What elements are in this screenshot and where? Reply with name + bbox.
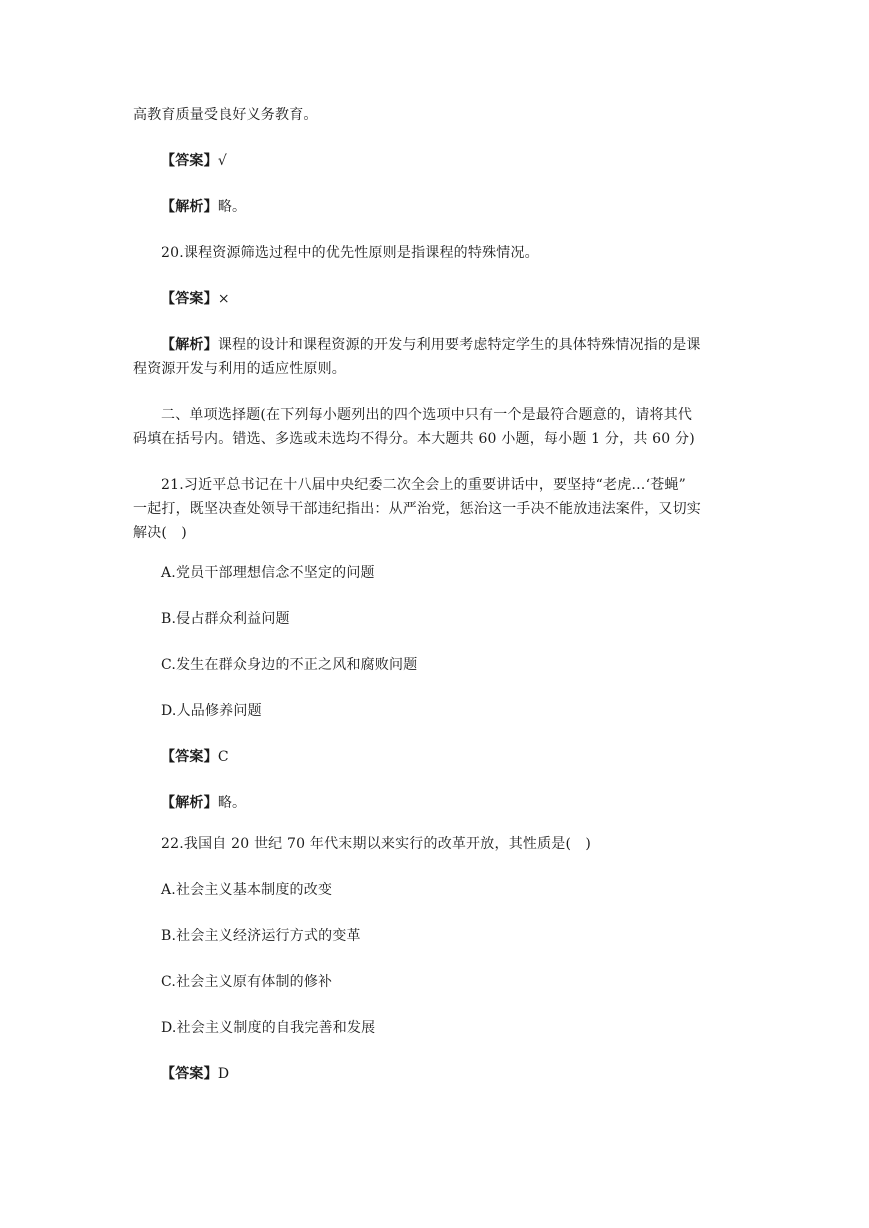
option-b: B.侵占群众利益问题 — [161, 611, 290, 627]
analysis-text: 略。 — [217, 795, 247, 811]
analysis-text: 课程的设计和课程资源的开发与利用要考虑特定学生的具体特殊情况指的是课 — [217, 337, 701, 353]
analysis-text-continuation: 程资源开发与利用的适应性原则。 — [133, 361, 346, 377]
option-c: C.发生在群众身边的不正之风和腐败问题 — [161, 657, 418, 673]
question-20: 20.课程资源筛选过程中的优先性原则是指课程的特殊情况。 — [161, 245, 539, 261]
option-d: D.人品修养问题 — [161, 703, 262, 719]
answer-label: 【答案】 — [161, 1066, 218, 1082]
answer-line — [161, 1062, 229, 1086]
option-a: A.社会主义基本制度的改变 — [161, 882, 333, 898]
answer-label: 【答案】 — [161, 291, 218, 307]
answer-line — [161, 149, 227, 173]
answer-value: √ — [217, 153, 227, 169]
analysis-line — [161, 333, 701, 357]
section-heading: 二、单项选择题(在下列每小题列出的四个选项中只有一个是最符合题意的，请将其代 — [161, 407, 693, 423]
section-heading-continuation: 码填在括号内。错选、多选或未选均不得分。本大题共 60 小题，每小题 1 分，共 60 分) — [133, 431, 695, 447]
paragraph-continuation: 高教育质量受良好义务教育。 — [133, 107, 318, 123]
answer-line — [161, 745, 229, 769]
analysis-text: 略。 — [217, 199, 247, 215]
question-22: 22.我国自 20 世纪 70 年代末期以来实行的改革开放，其性质是( ) — [161, 836, 592, 852]
answer-label: 【答案】 — [161, 749, 218, 765]
analysis-label: 【解析】 — [161, 199, 218, 215]
option-c: C.社会主义原有体制的修补 — [161, 974, 333, 990]
answer-label: 【答案】 — [161, 153, 218, 169]
answer-line — [161, 287, 230, 311]
analysis-label: 【解析】 — [161, 795, 218, 811]
analysis-line — [161, 791, 246, 815]
question-21: 21.习近平总书记在十八届中央纪委二次全会上的重要讲话中，要坚持“老虎…‘苍蝇” — [161, 477, 687, 493]
option-d: D.社会主义制度的自我完善和发展 — [161, 1020, 376, 1036]
question-21-continuation: 一起打，既坚决查处领导干部违纪指出：从严治党，惩治这一手决不能放违法案件，又切实 — [133, 501, 701, 517]
option-b: B.社会主义经济运行方式的变革 — [161, 928, 361, 944]
analysis-line — [161, 195, 246, 219]
answer-value: C — [217, 749, 229, 765]
analysis-label: 【解析】 — [161, 337, 218, 353]
question-21-continuation: 解决( ) — [133, 525, 187, 541]
answer-value: D — [217, 1066, 230, 1082]
answer-value: × — [217, 291, 230, 307]
option-a: A.党员干部理想信念不坚定的问题 — [161, 565, 375, 581]
